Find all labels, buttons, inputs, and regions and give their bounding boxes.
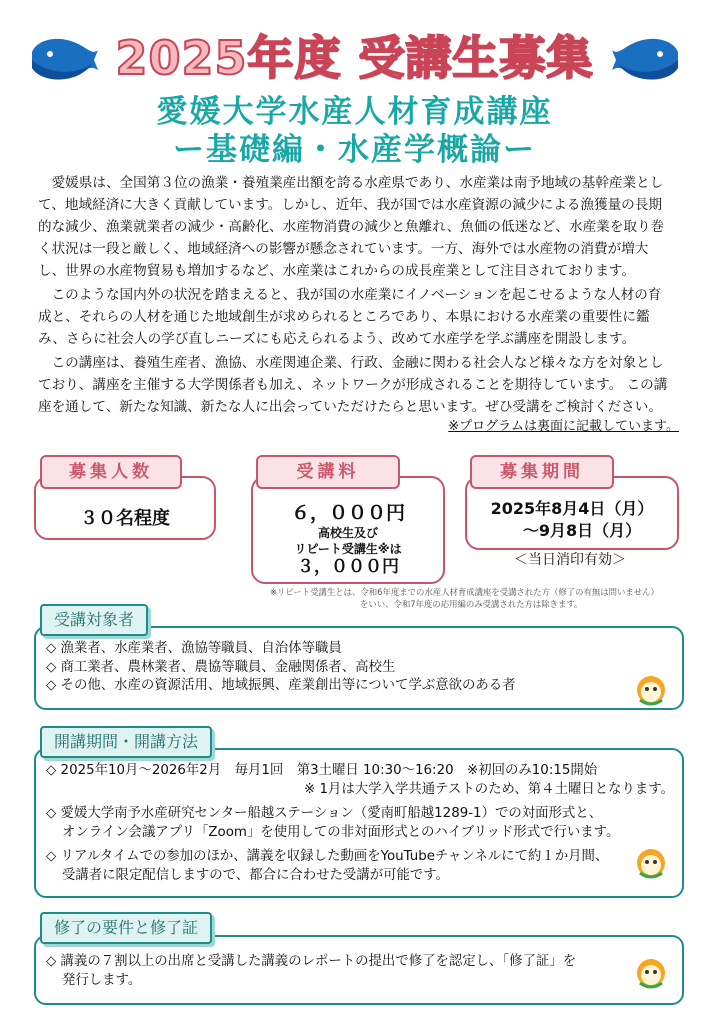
- intro-text: [38, 172, 674, 418]
- period-start: 2025年8月4日（月）: [490, 499, 654, 518]
- page-title: 2025年度 受講生募集: [115, 31, 594, 85]
- mascot-icon: [634, 845, 668, 879]
- fee-label: 受講料: [256, 455, 400, 489]
- fee-discount-value: ３，０００円: [297, 557, 399, 577]
- delivery-line: ◇ リアルタイムでの参加のほか、講義を収録した動画をYouTubeチャンネルにて約１か月間、: [46, 849, 609, 864]
- mascot-icon: [634, 955, 668, 989]
- venue-line: オンライン会議アプリ「Zoom」を使用しての非対面形式とのハイブリッド形式で行います。: [62, 824, 620, 840]
- intro-paragraph: この講座は、養殖生産者、漁協、水産関連企業、行政、金融に関わる社会人など様々な方を対象としており、講座を主催する大学関係者も加え、ネットワークが形成されることを期待しています。 この講座を通して、新たな知識、新たな人に出会っていただけたらと思います。ぜひ受講をご検討ください。: [38, 355, 668, 415]
- intro-paragraph: 愛媛県は、全国第３位の漁業・養殖業産出額を誇る水産県であり、水産業は南予地域の基幹産業として、地域経済に大きく貢献しています。しかし、近年、我が国では水産資源の減少による漁獲量の長期的な減少、漁業就業者の減少・高齢化、水産物消費の減少と魚離れ、魚価の低迷など、水産業を取り巻く状況は一段と厳しく、地域経済への影響が懸念されています。一方、海外では水産物の消費が増大し、世界の水産物貿易も増加するなど、水産業はこれからの成長産業として注目されております。: [38, 175, 665, 279]
- mascot-icon: [634, 672, 668, 706]
- completion-line: ◇ 講義の７割以上の出席と受講した講義のレポートの提出で修了を認定し、「修了証」を: [46, 954, 577, 969]
- fee-note: リピート受講生※は: [294, 542, 402, 556]
- course-name: 愛媛大学水産人材育成講座: [156, 94, 553, 130]
- program-note: ※プログラムは裏面に記載しています。: [448, 419, 679, 434]
- target-section: [34, 626, 684, 710]
- schedule-section: [34, 748, 684, 898]
- completion-section: [34, 935, 684, 1005]
- schedule-note: ※ 1月は大学入学共通テストのため、第４土曜日となります。: [304, 781, 675, 797]
- fee-box: [251, 476, 445, 584]
- repeat-student-note: [270, 586, 659, 610]
- capacity-value: ３０名程度: [80, 508, 170, 529]
- list-item: ◇ その他、水産の資源活用、地域振興、産業創出等について学ぶ意欲のある者: [46, 678, 516, 693]
- fee-value: ６，０００円: [290, 502, 405, 524]
- list-item: ◇ 漁業者、水産業者、漁協等職員、自治体等職員: [46, 641, 342, 656]
- capacity-label: 募集人数: [40, 455, 182, 489]
- list-item: ◇ 商工業者、農林業者、農協等職員、金融関係者、高校生: [46, 659, 396, 675]
- period-end: ～9月8日（月）: [522, 521, 642, 540]
- repeat-note-line: をいい、令和7年度の応用編のみ受講された方は除きます。: [360, 599, 583, 609]
- schedule-line: ◇ 2025年10月～2026年2月 毎月1回 第3土曜日 10:30～16:20 ※初回のみ10:15開始: [46, 763, 598, 778]
- completion-line: 発行します。: [62, 972, 142, 988]
- repeat-note-line: ※リピート受講生とは、令和6年度までの水産人材育成講座を受講された方（修了の有無は問いません）: [270, 587, 659, 597]
- postmark-note: ＜当日消印有効＞: [514, 552, 626, 568]
- fee-note: 高校生及び: [317, 526, 378, 540]
- target-section-title: 受講対象者: [40, 604, 148, 636]
- schedule-section-title: 開講期間・開講方法: [40, 726, 212, 758]
- delivery-line: 受講者に限定配信しますので、都合に合わせた受講が可能です。: [62, 867, 449, 883]
- completion-section-title: 修了の要件と修了証: [40, 912, 212, 944]
- period-label: 募集期間: [470, 455, 614, 489]
- venue-line: ◇ 愛媛大学南予水産研究センター船越ステーション（愛南町船越1289-1）での対面形式と、: [46, 806, 603, 821]
- course-subtitle: ー基礎編・水産学概論ー: [173, 132, 536, 168]
- intro-paragraph: このような国内外の状況を踏まえると、我が国の水産業にイノベーションを起こせるような人材の育成と、それらの人材を通じた地域創生が求められるところであり、本県における水産業の重要性に鑑み、さらに社会人の学び直しニーズにも応えられるよう、改めて水産学を学ぶ講座を開設します。: [38, 287, 662, 347]
